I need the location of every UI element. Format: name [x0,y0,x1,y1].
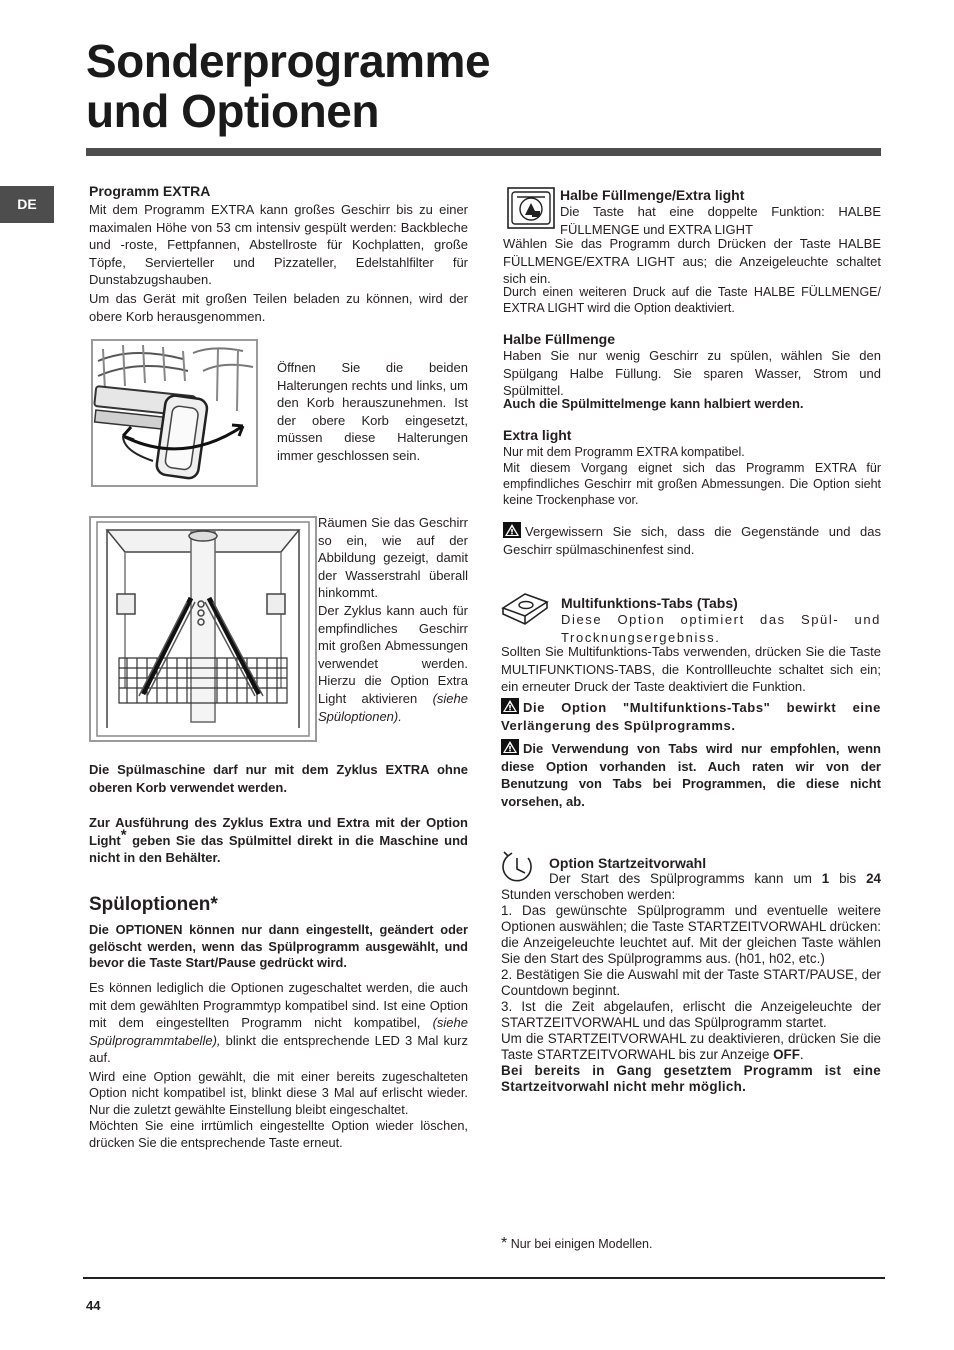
extra-light-para2: Mit diesem Vorgang eignet sich das Programm EXTRA für empfindliches Geschirr mit großen Abmessungen. Die Option sieht keine Trockenphase vor. [503,461,881,507]
startzeit-deactivate-b: . [799,1047,804,1062]
halbe-heading: Halbe Füllmenge [503,331,616,347]
tabs-intro: Diese Option optimiert das Spül- und Trocknungsergebniss. [561,612,881,645]
basket-clip-illustration [93,341,256,485]
spueloptionen-para1 [89,979,468,1067]
figure2-caption [318,514,468,725]
startzeit-steps [501,903,881,1095]
page-title-line2: und Optionen [86,85,379,137]
extra-light-para1: Nur mit dem Programm EXTRA kompatibel. [503,445,745,459]
spueloptionen-para1-b: blinkt die entsprechende LED 3 Mal kurz auf. [89,1032,468,1066]
tablet-icon [500,590,550,628]
extra-note-detergent-a: Zur Ausführung des Zyklus Extra und Extra mit der Option Light [89,815,468,848]
startzeit-intro-24: 24 [866,871,882,886]
warning-icon [503,522,521,538]
basket-clip-figure [91,339,258,487]
extra-para1: Mit dem Programm EXTRA kann großes Geschirr bis zu einer maximalen Höhe von 53 cm intensiv gespült werden: Backbleche und -roste, Fettpfannen, Abstellroste für Kochplatten, große Töpfe, Servierteller und Pizzateller, Edelstahlfilter für Dunstabzugshauben. [89,202,468,288]
startzeit-intro-1: 1 [821,871,830,886]
figure1-caption: Öffnen Sie die beiden Halterungen rechts und links, um den Korb herauszunehmen. Ist der obere Korb eingesetzt, müssen diese Halterungen immer geschlossen sein. [277,360,468,463]
tabs-warning2-text: Die Verwendung von Tabs wird nur empfohlen, wenn diese Option vorhanden ist. Auch raten wir von der Benutzung von Tabs bei Programmen, die diese nicht vorsehen, ab. [501,741,881,809]
halbe-extra-para2: Durch einen weiteren Druck auf die Taste HALBE FÜLLMENGE/ EXTRA LIGHT wird die Option deaktiviert. [503,285,881,315]
page-title-line1: Sonderprogramme [86,35,491,87]
startzeit-off: OFF [773,1047,800,1062]
warning-icon [501,698,519,714]
warning-icon [501,739,519,755]
spueloptionen-para2-text: Wird eine Option gewählt, die mit einer bereits zugeschalteten Option nicht kompatibel ist, blinkt diese 3 Mal auf erlischt wieder. Nur die zuletzt gewählte Einstellung bleibt eingeschaltet. [89,1069,468,1117]
figure2-caption-part2: Der Zyklus kann auch für empfindliches Geschirr mit großen Abmessungen verwendet werden. Hierzu die Option Extra Light aktivieren [318,602,468,706]
tabs-warning1 [501,698,881,734]
footnote-text: Nur bei einigen Modellen. [507,1237,653,1251]
extra-para2: Um das Gerät mit großen Teilen beladen zu können, wird der obere Korb herausgenommen. [89,291,468,324]
figure2-caption-ref: (siehe Spüloptionen). [318,690,468,724]
half-load-icon [507,187,555,229]
footnote [501,1236,881,1252]
extra-light-warning-text: Vergewissern Sie sich, dass die Gegenstände und das Geschirr spülmaschinenfest sind. [503,524,881,557]
halbe-extra-heading: Halbe Füllmenge/Extra light [560,187,745,203]
footer-rule [83,1277,885,1279]
extra-note-detergent [89,814,468,867]
spueloptionen-intro: Die OPTIONEN können nur dann eingestellt, geändert oder gelöscht werden, wenn das Spülprogramm ausgewählt, und bevor die Taste Start/Pause gedrückt wird. [89,922,468,970]
startzeit-step3: 3. Ist die Zeit abgelaufen, erlischt die Anzeigeleuchte der STARTZEITVORWAHL und das Spülprogramm startet. [501,999,881,1030]
page-number: 44 [86,1298,101,1313]
startzeit-intro [501,871,881,903]
extra-heading: Programm EXTRA [89,183,211,199]
dishwasher-loading-illustration [91,518,315,740]
spueloptionen-para1-ref: (siehe Spülprogrammtabelle), [89,1015,468,1048]
startzeit-intro-a: Der Start des Spülprogramms kann um [549,871,822,886]
startzeit-deactivate [501,1031,881,1063]
extra-note-star: * [120,826,127,844]
startzeit-bold: Bei bereits in Gang gesetztem Programm ist eine Startzeitvorwahl nicht mehr möglich. [501,1063,881,1094]
tabs-warning2 [501,739,881,810]
startzeit-heading: Option Startzeitvorwahl [549,855,707,871]
halbe-para1: Haben Sie nur wenig Geschirr zu spülen, wählen Sie den Spülgang Halbe Füllung. Sie sparen Wasser, Strom und Spülmittel. [503,348,881,399]
extra-note-detergent-b: geben Sie das Spülmittel direkt in die Maschine und nicht in den Behälter. [89,832,468,866]
language-tab: DE [0,186,54,223]
startzeit-deactivate-a: Um die STARTZEITVORWAHL zu deaktivieren, drücken Sie die Taste STARTZEITVORWAHL bis zur Anzeige [501,1031,881,1062]
spueloptionen-heading: Spüloptionen* [89,894,218,915]
dishwasher-loading-figure [89,516,317,742]
extra-note-no-basket: Die Spülmaschine darf nur mit dem Zyklus EXTRA ohne oberen Korb verwendet werden. [89,762,468,795]
startzeit-intro-b: Stunden verschoben werden: [501,887,676,902]
startzeit-intro-mid: bis [829,871,867,886]
title-rule [86,148,881,156]
halbe-extra-intro: Die Taste hat eine doppelte Funktion: HALBE FÜLLMENGE und EXTRA LIGHT [560,204,881,237]
spueloptionen-para1-a: Es können lediglich die Optionen zugeschaltet werden, die auch mit dem gewählten Programmtyp kompatibel sind. Ist eine Option mit dem eingestellten Programm nicht kompatibel, [89,980,468,1031]
figure2-caption-part2-wrap [318,602,468,725]
halbe-bold: Auch die Spülmittelmenge kann halbiert werden. [503,396,804,411]
extra-light-warning [503,522,881,558]
page-title [86,36,786,136]
tabs-warning1-text: Die Option "Multifunktions-Tabs" bewirkt eine Verlängerung des Spülprogramms. [501,700,881,733]
spueloptionen-para3-text: Möchten Sie eine irrtümlich eingestellte Option wieder löschen, drücken Sie die entsprechende Taste erneut. [89,1118,468,1150]
tabs-para1: Sollten Sie Multifunktions-Tabs verwenden, drücken Sie die Taste MULTIFUNKTIONS-TABS, die Kontrollleuchte schaltet sich ein; ein erneuter Druck der Taste deaktiviert die Funktion. [501,644,881,695]
footnote-star: * [501,1235,508,1252]
halbe-extra-para1: Wählen Sie das Programm durch Drücken der Taste HALBE FÜLLMENGE/EXTRA LIGHT aus; die Anzeigeleuchte schaltet sich ein. [503,236,881,287]
extra-light-heading: Extra light [503,427,572,443]
tabs-heading: Multifunktions-Tabs (Tabs) [561,595,738,611]
startzeit-step2: 2. Bestätigen Sie die Auswahl mit der Taste START/PAUSE, der Countdown beginnt. [501,967,881,998]
startzeit-step1: 1. Das gewünschte Spülprogramm und eventuelle weitere Optionen auswählen; die Taste STARTZEITVORWAHL drücken: die Anzeigeleuchte leuchtet auf. Mit der gleichen Taste wählen Sie den Start des Spülprogramms aus. (h01, h02, etc.) [501,903,881,966]
spueloptionen-para2 [89,1069,468,1151]
figure2-caption-part1: Räumen Sie das Geschirr so ein, wie auf der Abbildung gezeigt, damit der Wasserstrahl überall hinkommt. [318,515,468,601]
